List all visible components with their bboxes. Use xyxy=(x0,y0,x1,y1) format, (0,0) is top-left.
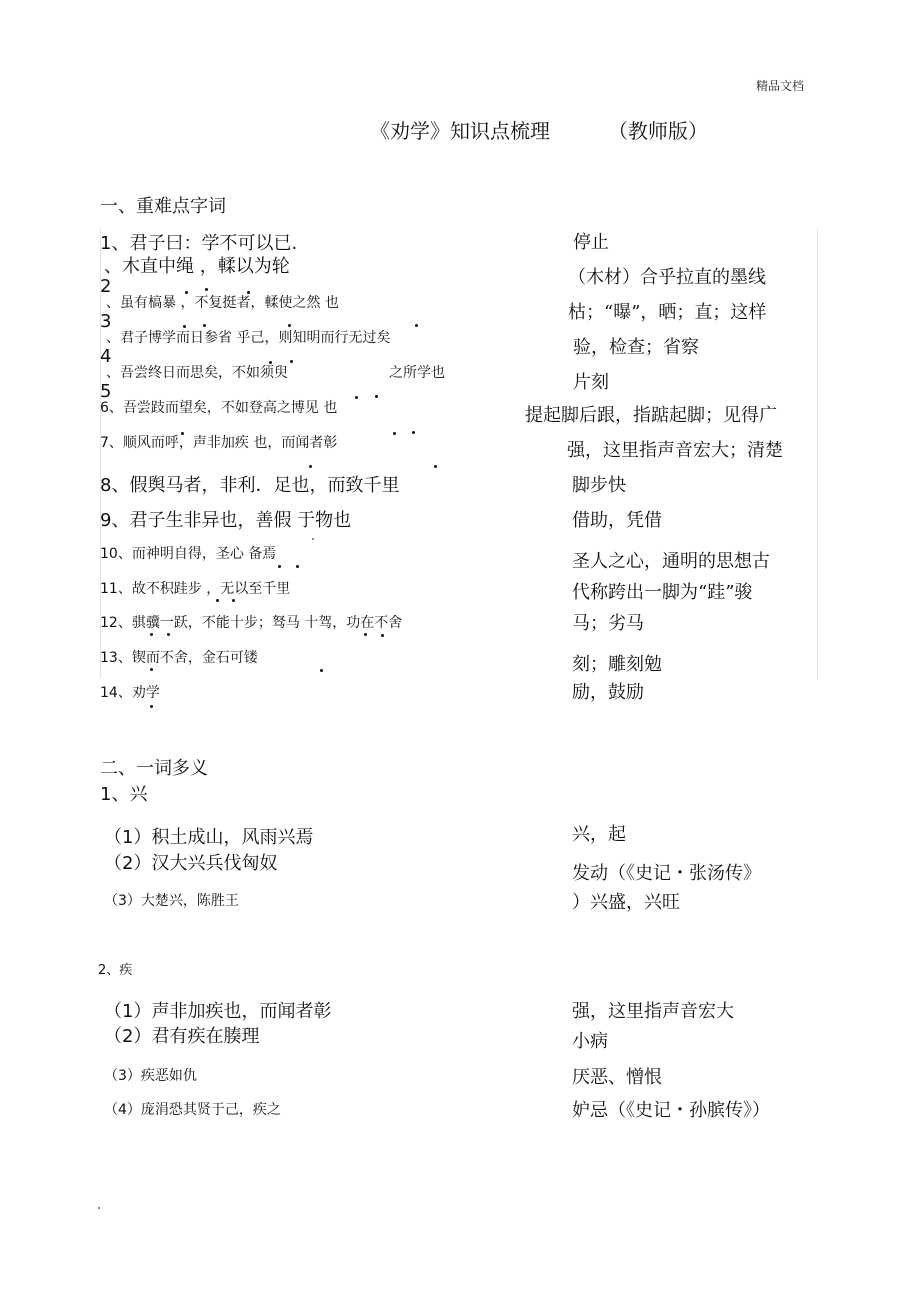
emphasis-dot xyxy=(150,705,153,708)
emphasis-dot xyxy=(364,633,367,636)
answer-9: 借助，凭借 xyxy=(572,510,662,531)
item-number: 1 xyxy=(100,233,112,254)
answer-ji-3: 厌恶、憎恨 xyxy=(572,1067,662,1088)
emphasis-dot xyxy=(309,465,312,468)
emphasis-dot xyxy=(269,361,272,364)
answer-8: 脚步快 xyxy=(572,475,626,496)
list-item-2-number: 2 xyxy=(100,276,112,297)
footer-mark xyxy=(98,1207,100,1209)
word-label-ji: 2、疾 xyxy=(98,963,133,978)
list-item-3-text: 、虽有槁暴 ，不复挺者，輮使之然 也 xyxy=(106,295,339,311)
answer-ji-1: 强，这里指声音宏大 xyxy=(572,1001,734,1022)
answer-5: 片刻 xyxy=(573,372,609,393)
answer-13: 刻；雕刻勉 xyxy=(572,654,662,675)
list-item-2-text: 、木直中绳 ，輮以为轮 xyxy=(104,256,290,277)
list-item-12 xyxy=(100,616,402,630)
example-ji-4: （4）庞涓恐其贤于己，疾之 xyxy=(104,1102,281,1118)
example-xing-1: （1）积土成山，风雨兴焉 xyxy=(104,827,314,848)
answer-11: 代称跨出一脚为“跬”骏 xyxy=(572,582,753,603)
answer-xing-3: ）兴盛，兴旺 xyxy=(572,892,680,913)
item-number: 6 xyxy=(100,400,109,416)
emphasis-dot xyxy=(247,291,250,294)
emphasis-dot xyxy=(203,324,206,327)
example-ji-1: （1）声非加疾也，而闻者彰 xyxy=(104,1001,332,1022)
list-item-11 xyxy=(100,582,290,596)
item-number: 10 xyxy=(100,546,118,562)
item-text: 、假舆马者，非利．足也，而致千里 xyxy=(111,475,400,496)
answer-xing-1: 兴，起 xyxy=(572,824,626,845)
list-item-7 xyxy=(100,436,337,450)
list-item-8 xyxy=(100,477,399,495)
list-item-6 xyxy=(100,401,337,415)
item-number: 9 xyxy=(100,510,112,531)
list-item-14 xyxy=(100,686,160,700)
item-text: 、而神明自得，圣心 备焉 xyxy=(117,546,277,562)
list-item-1 xyxy=(100,235,297,253)
list-item-4-text: 、君子博学而日参省 乎己，则知明而行无过矣 xyxy=(106,330,391,346)
list-item-5-text-tail: 之所学也 xyxy=(389,365,445,381)
item-number: 12 xyxy=(100,615,118,631)
list-item-9 xyxy=(100,512,351,530)
answer-3: 枯；“曝”，晒；直；这样 xyxy=(568,302,767,323)
emphasis-dot xyxy=(278,565,281,568)
watermark: 精品文档 xyxy=(756,79,805,93)
answer-ji-2: 小病 xyxy=(572,1031,608,1052)
example-xing-3: （3）大楚兴，陈胜王 xyxy=(104,893,239,909)
answer-ji-4: 妒忌（《史记・孙膑传》） xyxy=(572,1100,770,1121)
list-item-4-number: 4 xyxy=(100,346,112,367)
list-item-13 xyxy=(100,651,258,665)
emphasis-dot xyxy=(412,431,415,434)
emphasis-dot xyxy=(288,324,291,327)
item-text: 、君子曰：学不可以已. xyxy=(111,233,298,254)
list-item-5-number: 5 xyxy=(100,381,112,402)
item-number: 7 xyxy=(100,435,109,451)
emphasis-dot xyxy=(232,599,235,602)
emphasis-dot xyxy=(320,669,323,672)
answer-xing-2: 发动（《史记・张汤传》 xyxy=(572,863,761,884)
emphasis-dot xyxy=(185,291,188,294)
item-text: 、锲而不舍，金石可镂 xyxy=(117,650,258,666)
emphasis-dot xyxy=(216,599,219,602)
item-text: 、顺风而呼，声非加疾 也，而闻者彰 xyxy=(108,435,338,451)
emphasis-dot xyxy=(205,288,208,291)
emphasis-dot xyxy=(150,633,153,636)
emphasis-dot xyxy=(381,634,384,637)
item-text: 、故不积跬步 ，无以至千里 xyxy=(117,581,291,597)
item-number: 13 xyxy=(100,650,118,666)
emphasis-dot xyxy=(150,668,153,671)
emphasis-mark xyxy=(312,538,314,540)
page-title: 《劝学》知识点梳理 xyxy=(370,119,550,143)
emphasis-dot xyxy=(355,396,358,399)
answer-10: 圣人之心，通明的思想古 xyxy=(572,551,770,572)
emphasis-dot xyxy=(415,324,418,327)
emphasis-dot xyxy=(434,465,437,468)
item-number: 14 xyxy=(100,685,118,701)
item-number: 11 xyxy=(100,581,118,597)
word-label-xing: 1、兴 xyxy=(100,784,148,805)
page-title-edition: （教师版） xyxy=(608,119,708,143)
item-text: 、君子生非异也，善假 于物也 xyxy=(111,510,352,531)
item-text: 、劝学 xyxy=(117,685,160,701)
emphasis-dot xyxy=(296,565,299,568)
answer-1: 停止 xyxy=(573,232,609,253)
answer-14: 励，鼓励 xyxy=(572,682,644,703)
emphasis-dot xyxy=(183,325,186,328)
list-item-3-number: 3 xyxy=(100,311,112,332)
answer-12: 马；劣马 xyxy=(572,613,644,634)
list-item-10 xyxy=(100,547,276,561)
section2-heading: 二、一词多义 xyxy=(100,758,208,779)
item-number: 8 xyxy=(100,475,112,496)
emphasis-dot xyxy=(375,395,378,398)
item-text: 、吾尝跂而望矣，不如登高之博见 也 xyxy=(108,400,338,416)
emphasis-dot xyxy=(393,432,396,435)
section1-heading: 一、重难点字词 xyxy=(100,196,226,217)
right-rule xyxy=(817,228,818,680)
answer-6: 提起脚后跟，指踮起脚；见得广 xyxy=(525,405,777,426)
emphasis-dot xyxy=(181,432,184,435)
example-ji-2: （2）君有疾在腠理 xyxy=(104,1026,260,1047)
emphasis-dot xyxy=(290,360,293,363)
answer-7: 强，这里指声音宏大；清楚 xyxy=(567,440,783,461)
example-xing-2: （2）汉大兴兵伐匈奴 xyxy=(104,853,278,874)
item-text: 、骐骥一跃，不能十步；驽马 十驾，功在不舍 xyxy=(117,615,403,631)
emphasis-dot xyxy=(167,633,170,636)
answer-2: （木材）合乎拉直的墨线 xyxy=(568,267,766,288)
list-item-5-text: 、吾尝终日而思矣，不如须臾 xyxy=(106,365,288,381)
example-ji-3: （3）疾恶如仇 xyxy=(104,1068,197,1084)
answer-4: 验，检查；省察 xyxy=(573,337,699,358)
